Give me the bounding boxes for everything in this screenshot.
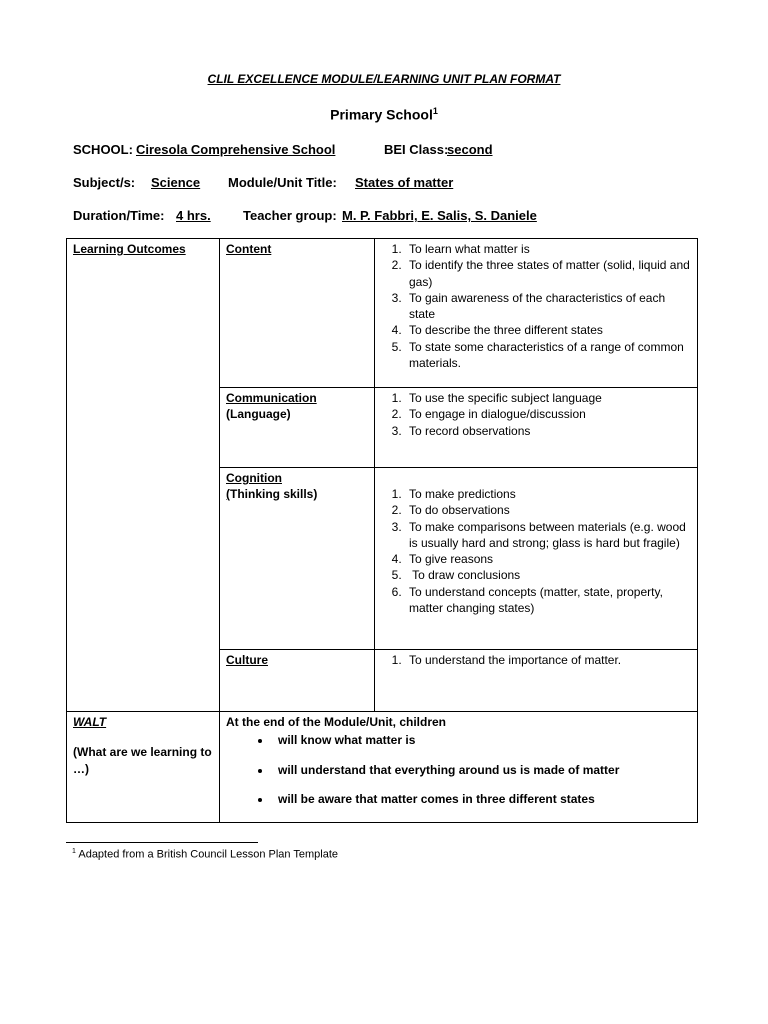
culture-heading-cell [220,650,375,712]
list-item: 3. To make comparisons between materials (e.g. wood is usually hard and strong; glass is hard but fragile) [405,519,691,552]
communication-subheading: (Language) [226,407,291,422]
list-item: 3. To record observations [405,423,691,439]
communication-heading: Communication [226,391,317,405]
list-item: 2. To identify the three states of matter (solid, liquid and gas) [405,257,691,290]
walt-row [67,712,698,823]
duration-label: Duration/Time: [73,208,165,223]
list-item: 5. To draw conclusions [405,567,691,583]
list-item: 4. To describe the three different states [405,322,691,338]
footnote-text: Adapted from a British Council Lesson Plan Template [78,848,339,861]
learning-outcomes-label: Learning Outcomes [73,242,186,256]
list-item: 5. To state some characteristics of a range of common materials. [405,339,691,372]
footnote-marker: 1 [72,848,76,855]
school-label: SCHOOL: [73,142,133,157]
walt-content-cell [220,712,698,823]
cognition-items-cell [375,468,698,650]
list-item: 4. To give reasons [405,551,691,567]
walt-intro: At the end of the Module/Unit, children [226,715,446,729]
communication-items-cell [375,388,698,468]
learning-outcomes-cell [67,239,220,712]
content-heading: Content [226,242,272,256]
document-title: CLIL EXCELLENCE MODULE/LEARNING UNIT PLAN FORMAT [207,72,561,86]
subject-value: Science [151,175,201,190]
teacher-group-label: Teacher group: [243,208,337,223]
footnote-divider [66,842,258,843]
cognition-list [381,486,691,616]
list-item: 2. To do observations [405,502,691,518]
communication-heading-cell [220,388,375,468]
culture-list [381,652,691,668]
culture-items-cell [375,650,698,712]
duration-value: 4 hrs. [176,208,211,223]
communication-list [381,390,691,439]
culture-heading: Culture [226,653,268,667]
walt-sublabel: (What are we learning to …) [73,745,212,776]
list-item: 6. To understand concepts (matter, state, property, matter changing states) [405,584,691,617]
walt-label: WALT [73,715,107,729]
subject-label: Subject/s: [73,175,136,190]
module-title-value: States of matter [355,175,454,190]
subtitle-text: Primary School [330,106,433,123]
content-heading-cell [220,239,375,388]
school-value: Ciresola Comprehensive School [136,142,336,157]
content-row [67,239,698,388]
footnote-reference: 1 [432,106,438,116]
list-item: • will be aware that matter comes in three different states [272,791,691,807]
list-item: 1. To learn what matter is [405,241,691,257]
cognition-subheading-text: Thinking skills) [230,487,318,502]
walt-bullet-list [226,732,691,807]
walt-cell [67,712,220,823]
plan-table [66,238,698,823]
content-items-cell [375,239,698,388]
bei-class-label: BEI Class: [384,142,449,157]
cognition-subheading-prefix: ( [226,487,230,502]
content-list [381,241,691,371]
cognition-heading-cell [220,468,375,650]
teacher-group-value: M. P. Fabbri, E. Salis, S. Daniele [342,208,537,223]
list-item: 1. To use the specific subject language [405,390,691,406]
list-item: 2. To engage in dialogue/discussion [405,406,691,422]
list-item: 1. To understand the importance of matter. [405,652,691,668]
list-item: • will understand that everything around us is made of matter [272,762,691,778]
cognition-subheading [226,486,368,502]
list-item: 3. To gain awareness of the characteristics of each state [405,290,691,323]
cognition-heading: Cognition [226,471,282,485]
bei-class-value: second [447,142,493,157]
footnote [72,848,338,861]
document-subtitle [0,106,768,123]
list-item: 1. To make predictions [405,486,691,502]
module-title-label: Module/Unit Title: [228,175,337,190]
list-item: • will know what matter is [272,732,691,748]
